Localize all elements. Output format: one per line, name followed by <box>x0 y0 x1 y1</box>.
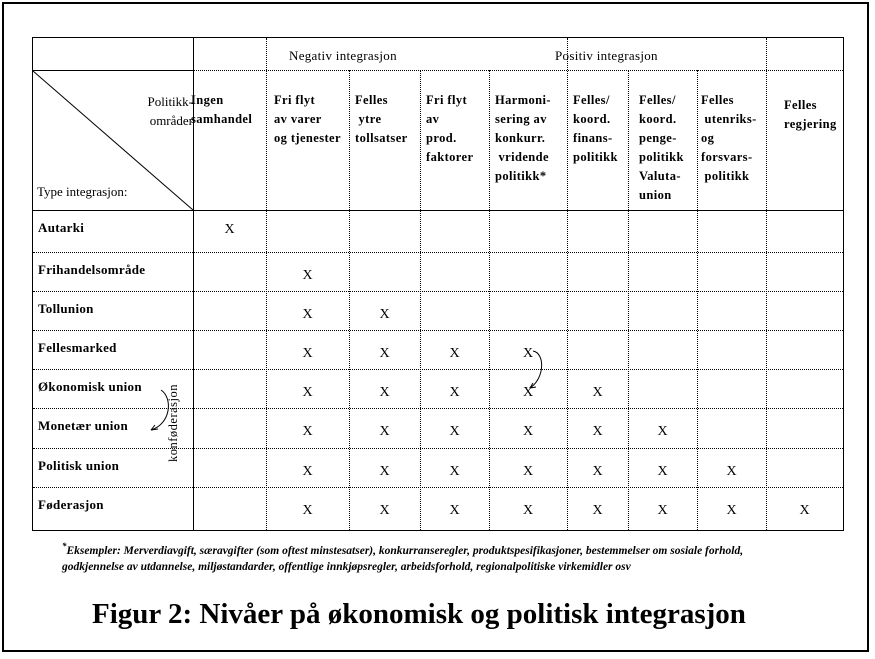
integration-mark: X <box>379 307 390 322</box>
row-header: Frihandelsområde <box>38 262 146 277</box>
column-header: Felles utenriks- og forsvars- politikk <box>701 93 757 183</box>
integration-mark: X <box>522 503 534 518</box>
integration-mark: X <box>449 424 460 439</box>
integration-mark: X <box>379 385 390 400</box>
column-header: Felles/ koord. penge- politikk Valuta- union <box>639 93 684 202</box>
corner-policy-areas: Politikk- områder <box>147 94 193 128</box>
column-header: Harmoni- sering av konkurr. vridende politikk* <box>495 93 551 183</box>
row-header: Monetær union <box>38 418 128 433</box>
row-header: Tollunion <box>38 301 94 316</box>
integration-mark: X <box>449 385 460 400</box>
integration-mark: X <box>379 346 390 361</box>
integration-mark: X <box>379 503 390 518</box>
column-header: Ingen samhandel <box>191 93 253 126</box>
row-header: Fellesmarked <box>38 340 117 355</box>
integration-mark: X <box>449 464 460 479</box>
integration-mark: X <box>522 385 534 400</box>
integration-mark: X <box>522 424 534 439</box>
integration-mark: X <box>657 464 668 479</box>
integration-mark: X <box>302 464 313 479</box>
integration-mark: X <box>302 503 313 518</box>
corner-integration-type: Type integrasjon: <box>37 184 128 199</box>
column-header: Fri flyt av prod. faktorer <box>426 93 474 164</box>
integration-mark: X <box>726 503 737 518</box>
footnote <box>62 538 802 575</box>
integration-mark: X <box>592 385 603 400</box>
row-header: Føderasjon <box>38 497 104 512</box>
column-header: Felles/ koord. finans- politikk <box>573 93 618 164</box>
transition-arrows <box>33 38 845 532</box>
integration-mark: X <box>799 503 810 518</box>
integration-mark: X <box>657 503 668 518</box>
integration-mark: X <box>302 385 313 400</box>
integration-mark: X <box>379 424 390 439</box>
integration-mark: X <box>224 222 235 237</box>
integration-mark: X <box>657 424 668 439</box>
confederation-label: konføderasjon <box>166 383 180 462</box>
integration-mark: X <box>726 464 737 479</box>
integration-mark: X <box>302 268 313 283</box>
column-header: Felles ytre tollsatser <box>355 93 408 145</box>
integration-mark: X <box>302 424 313 439</box>
integration-table <box>32 37 844 531</box>
negative-integration-header: Negativ integrasjon <box>289 48 397 63</box>
integration-mark: X <box>379 464 390 479</box>
integration-mark: X <box>592 503 603 518</box>
column-header: Felles regjering <box>784 98 837 131</box>
integration-mark: X <box>522 464 534 479</box>
integration-mark: X <box>302 346 313 361</box>
integration-mark: X <box>449 503 460 518</box>
integration-mark: X <box>449 346 460 361</box>
integration-mark: X <box>522 346 534 361</box>
integration-mark: X <box>592 424 603 439</box>
figure-caption: Figur 2: Nivåer på økonomisk og politisk integrasjon <box>92 598 746 630</box>
column-header: Fri flyt av varer og tjenester <box>274 93 341 145</box>
positive-integration-header: Positiv integrasjon <box>555 48 658 63</box>
row-header: Politisk union <box>38 458 120 473</box>
integration-mark: X <box>592 464 603 479</box>
footnote-marker: * <box>62 541 67 551</box>
integration-mark: X <box>302 307 313 322</box>
row-header: Autarki <box>38 220 85 235</box>
footnote-text: Eksempler: Merverdiavgift, særavgifter (som oftest minstesatser), konkurranseregler, produktspesifikasjoner, bestemmelser om sosiale forhold, godkjennelse av utdannelse, miljøstandarder, offentlige innkjøpsregler, arbeidsforhold, regionalpolitiske virkemidler osv <box>62 544 744 573</box>
row-header: Økonomisk union <box>38 379 142 394</box>
